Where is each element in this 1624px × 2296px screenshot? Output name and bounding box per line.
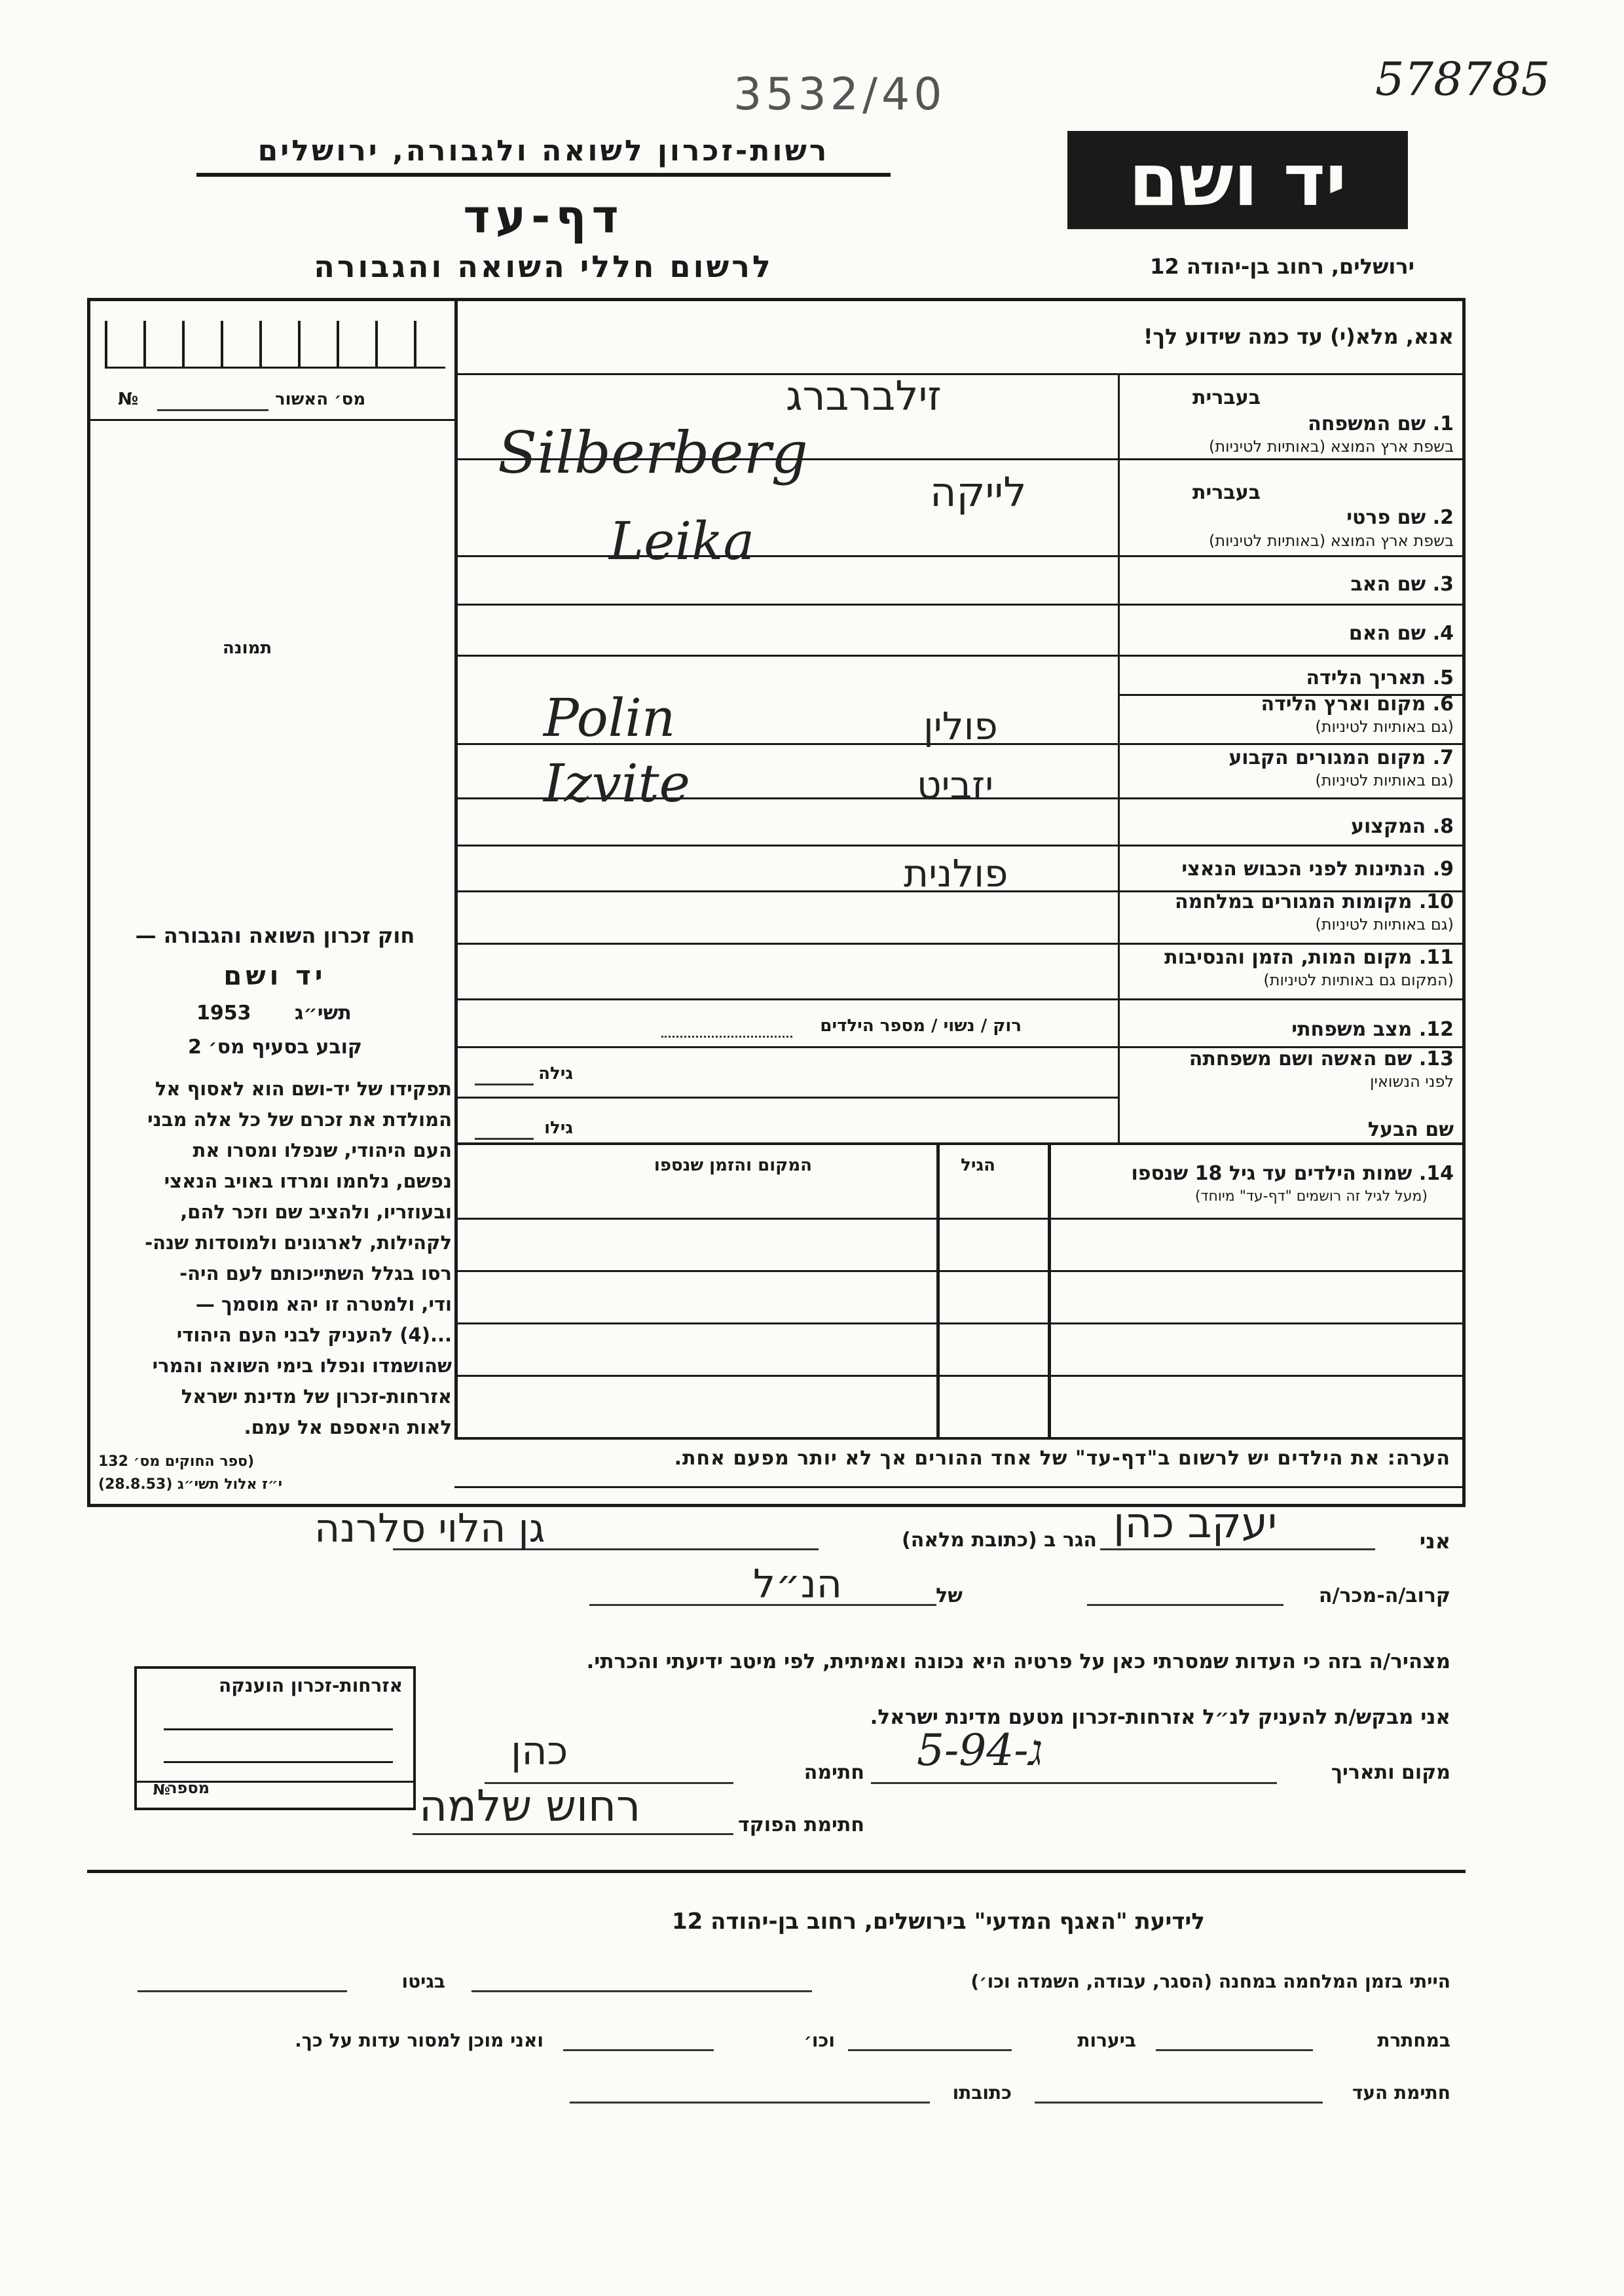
- info-title: לידיעת "האגף המדעי" בירושלים, רחוב בן-יהודה 12: [671, 1908, 1205, 1935]
- note-text: הערה: את הילדים יש לרשום ב"דף-עד" של אחד ההורים אך לא יותר מפעם אחת.: [674, 1447, 1450, 1470]
- officer-signature-label: חתימת הפוקד: [738, 1813, 864, 1836]
- info-witness-address: כתובתו: [952, 2082, 1012, 2104]
- field-14-label: 14. שמות הילדים עד גיל 18 שנספו: [1131, 1162, 1454, 1185]
- law-line-6: לקהילות, לארגונים ולמוסדות שנה-: [145, 1231, 452, 1254]
- field-1-sub: בשפת ארץ המוצא (באותיות לטיניות): [1209, 437, 1454, 456]
- field-13-label: 13. שם האשה ושם משפחתה: [1189, 1048, 1454, 1070]
- field-5-label: 5. תאריך הלידה: [1306, 666, 1454, 689]
- field-12-options: רוק / נשוי / מספר הילדים: [820, 1016, 1022, 1036]
- approval-no-suffix: №: [118, 390, 139, 409]
- field-11-sub: (המקום גם באותיות לטיניות): [1263, 971, 1454, 989]
- field-7-sub: (גם באותיות לטיניות): [1315, 771, 1454, 790]
- citizenship-box-number-label: מספר: [168, 1779, 210, 1797]
- field-13-age: גילה: [538, 1064, 573, 1084]
- form-title: דף-עד: [463, 190, 624, 244]
- field-14-col-age: הגיל: [961, 1156, 995, 1175]
- field-1-hebrew-tag: בעברית: [1192, 386, 1261, 409]
- field-12-label: 12. מצב משפחתי: [1291, 1018, 1454, 1041]
- request-text: אני מבקש/ת להעניק לנ״ל אזרחות-זכרון מטעם מדינת ישראל.: [870, 1705, 1450, 1729]
- field-3-label: 3. שם האב: [1350, 573, 1454, 596]
- law-title: חוק זכרון השואה והגבורה —: [135, 923, 415, 948]
- birthplace-hebrew-value: פולין: [923, 704, 998, 748]
- intro-text: אנא, מלא(י) עד כמה שידוע לך!: [1143, 324, 1454, 349]
- place-date-value: ג-5-94: [917, 1725, 1043, 1776]
- info-line-1-end: בגיטו: [401, 1971, 445, 1992]
- law-line-5: ובעוזריו, ולהציב שם וזכר להם,: [180, 1201, 452, 1223]
- field-1-label: 1. שם המשפחה: [1308, 412, 1454, 435]
- address: ירושלים, רחוב בן-יהודה 12: [1150, 254, 1414, 279]
- law-ref-2: י״ז אלול תשי״ג (28.8.53): [98, 1476, 283, 1493]
- law-year-he: תשי״ג: [295, 1002, 352, 1025]
- signature-value: כהן: [511, 1728, 568, 1774]
- info-forests: ביערות: [1077, 2030, 1136, 2051]
- info-etc: וכו׳: [803, 2030, 835, 2051]
- officer-signature-value: רחוש שלמה: [419, 1781, 641, 1831]
- address-label: הגר ב (כתובת מלאה): [901, 1529, 1097, 1552]
- form-subtitle: לרשום חללי השואה והגבורה: [314, 249, 773, 284]
- birthplace-latin-value: Polin: [544, 687, 676, 748]
- citizenship-box-title: אזרחות-זכרון הוענקה: [219, 1675, 403, 1696]
- residence-latin-value: Izvite: [544, 753, 691, 814]
- authority-name: רשות-זכרון לשואה ולגבורה, ירושלים: [196, 134, 891, 177]
- citizenship-value: פולנית: [904, 851, 1008, 896]
- field-14-sub: (מעל לגיל זה רושמים "דף-עד" מיוחד): [1194, 1188, 1428, 1205]
- surname-latin-value: Silberberg: [498, 419, 808, 486]
- field-2-hebrew-tag: בעברית: [1192, 481, 1261, 504]
- declarant-label: אני: [1419, 1529, 1450, 1554]
- law-line-2: המולדת את זכרם של כל אלה מבני: [147, 1108, 452, 1131]
- field-13-sub: לפני הנשואין: [1369, 1072, 1454, 1091]
- photo-label: תמונה: [223, 638, 272, 658]
- law-year: 1953: [196, 1002, 251, 1025]
- field-6-label: 6. מקום וארץ הלידה: [1261, 693, 1454, 716]
- field-6-sub: (גם באותיות לטיניות): [1315, 718, 1454, 736]
- field-2-sub: בשפת ארץ המוצא (באותיות לטיניות): [1209, 532, 1454, 550]
- field-11-label: 11. מקום המות, הזמן והנסיבות: [1164, 946, 1454, 969]
- citizenship-box-number-suffix: №: [153, 1782, 170, 1798]
- law-line-1: תפקידו של יד-ושם הוא לאסוף אל: [155, 1078, 452, 1100]
- field-2-label: 2. שם פרטי: [1346, 506, 1454, 529]
- declarant-address-value: גן הלוי סלרנה: [314, 1506, 545, 1552]
- law-line-3: העם היהודי, שנפלו ומסרו את: [193, 1139, 452, 1161]
- relation-value: הנ״ל: [753, 1561, 842, 1607]
- field-9-label: 9. הנתינות לפני הכבוש הנאצי: [1181, 858, 1454, 881]
- given-name-latin-value: Leika: [609, 511, 755, 572]
- given-name-hebrew-value: לייקה: [930, 468, 1027, 516]
- law-section: קובע בסעיף מס׳ 2: [187, 1036, 363, 1059]
- residence-hebrew-value: יזביט: [917, 763, 994, 807]
- place-date-label: מקום ותאריך: [1331, 1761, 1450, 1784]
- field-8-label: 8. המקצוע: [1351, 815, 1454, 838]
- field-7-label: 7. מקום המגורים הקבוע: [1228, 746, 1454, 769]
- info-line-2-end: ואני מוכן למסור עדות על כך.: [295, 2030, 544, 2051]
- field-10-sub: (גם באותיות לטיניות): [1315, 915, 1454, 934]
- field-14-col-place: המקום והזמן שנספו: [654, 1156, 812, 1175]
- approval-no-label: מס׳ האשור: [275, 390, 366, 409]
- declarant-name-value: יעקב כהן: [1113, 1499, 1278, 1548]
- info-witness-signature: חתימת העד: [1352, 2082, 1450, 2104]
- law-line-8: ודי, ולמטרה זו יהא מוסמך —: [195, 1293, 452, 1315]
- law-ref-1: (ספר החוקים מס׳ 132: [98, 1453, 255, 1470]
- of-label: של: [936, 1584, 963, 1607]
- archive-stamp-number: 3532/40: [733, 69, 946, 120]
- law-line-10: שהושמדו ונפלו בימי השואה והמרי: [152, 1355, 452, 1377]
- husband-label: שם הבעל: [1367, 1118, 1454, 1141]
- yad-vashem-logo: יד ושם: [1067, 131, 1408, 229]
- declaration-text: מצהיר/ה בזה כי העדות שמסרתי כאן על פרטיה היא נכונה ואמיתית, לפי מיטב ידיעתי והכרתי.: [586, 1650, 1450, 1673]
- surname-hebrew-value: זילברברג: [786, 372, 942, 420]
- record-number: 578785: [1375, 52, 1551, 106]
- husband-age: גילו: [544, 1118, 573, 1138]
- info-underground: במחתרת: [1377, 2030, 1450, 2051]
- field-10-label: 10. מקומות המגורים במלחמה: [1175, 890, 1454, 913]
- info-line-1: הייתי בזמן המלחמה במחנה (הסגר, עבודה, השמדה וכו׳): [970, 1971, 1450, 1992]
- signature-label: חתימה: [803, 1761, 864, 1784]
- law-line-7: רסו בגלל השתייכותם לעם היה-: [179, 1262, 452, 1285]
- approval-number-boxes: [105, 321, 445, 369]
- law-name: יד ושם: [223, 961, 327, 991]
- law-line-11: אזרחות-זכרון של מדינת ישראל: [181, 1385, 452, 1408]
- law-line-4: נפשם, נלחמו ומרדו באויב הנאצי: [164, 1170, 452, 1192]
- relation-label: קרוב/ה-מכר/ה: [1318, 1584, 1450, 1607]
- law-line-12: לאות היאספם אל עמם.: [244, 1416, 452, 1438]
- law-line-9: ...(4) להעניק לבני העם היהודי: [176, 1324, 452, 1346]
- field-4-label: 4. שם האם: [1348, 622, 1454, 645]
